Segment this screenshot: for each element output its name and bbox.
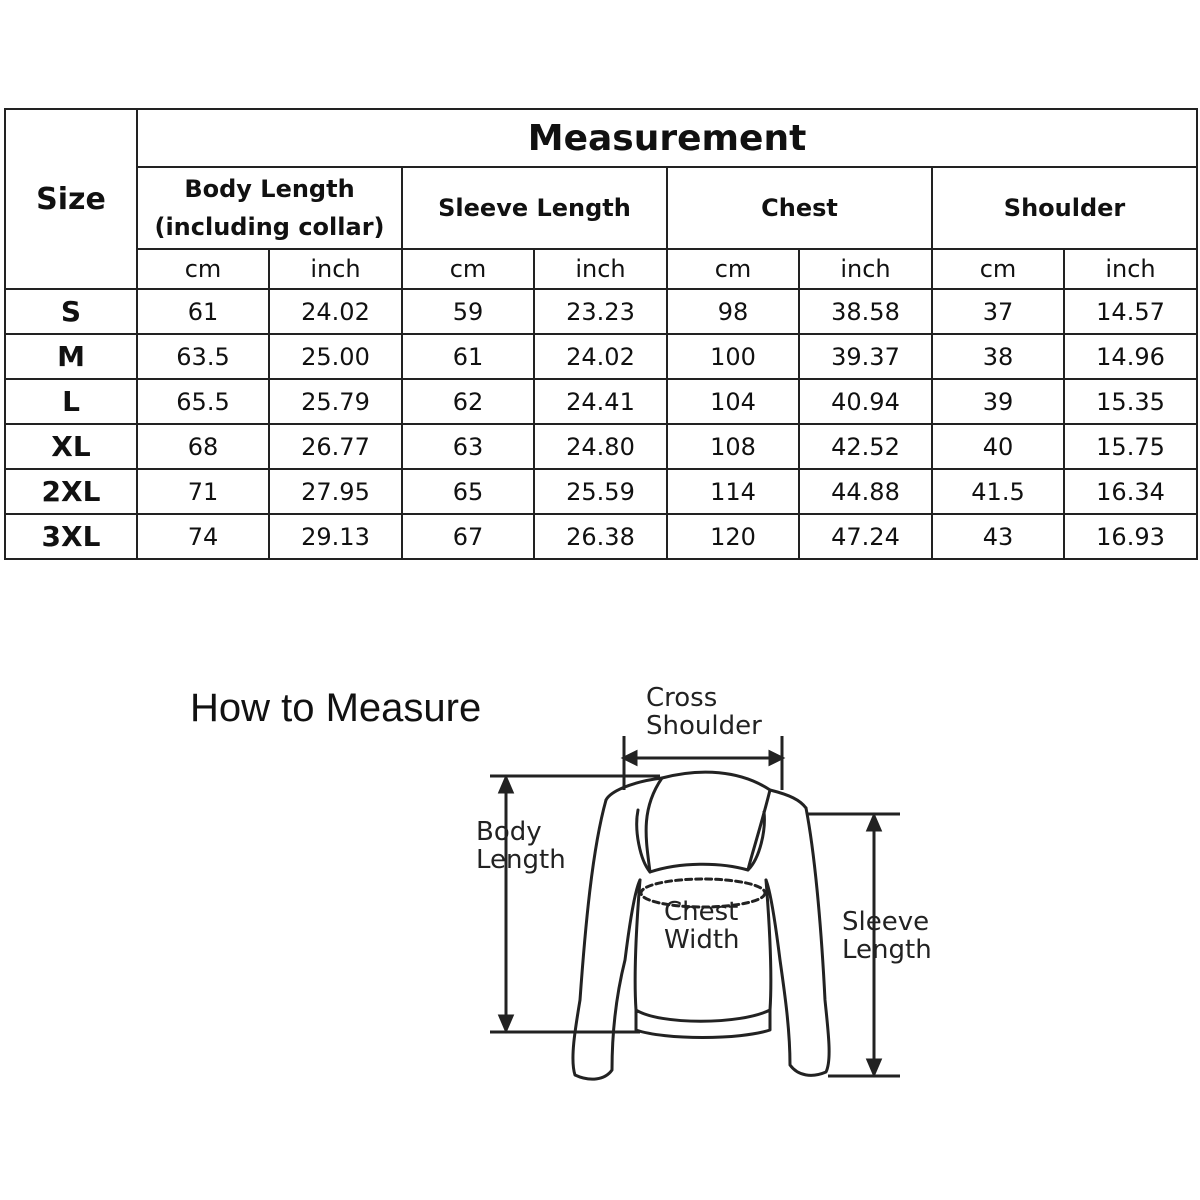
- value-cell: 15.35: [1064, 379, 1197, 424]
- cross-shoulder-label: Cross Shoulder: [646, 683, 762, 741]
- measurement-header: Measurement: [137, 109, 1197, 167]
- size-cell: S: [5, 289, 137, 334]
- value-cell: 65.5: [137, 379, 269, 424]
- value-cell: 27.95: [269, 469, 402, 514]
- value-cell: 120: [667, 514, 799, 559]
- size-cell: XL: [5, 424, 137, 469]
- value-cell: 65: [402, 469, 534, 514]
- unit-header: cm: [667, 249, 799, 289]
- body-length-header-line1: Body Length: [184, 175, 355, 203]
- body-length-header-line2: (including collar): [154, 213, 385, 241]
- chest-header: Chest: [667, 167, 932, 249]
- value-cell: 43: [932, 514, 1064, 559]
- value-cell: 40: [932, 424, 1064, 469]
- unit-header: inch: [534, 249, 667, 289]
- size-cell: 2XL: [5, 469, 137, 514]
- value-cell: 26.38: [534, 514, 667, 559]
- unit-header: cm: [402, 249, 534, 289]
- value-cell: 38: [932, 334, 1064, 379]
- value-cell: 23.23: [534, 289, 667, 334]
- value-cell: 63: [402, 424, 534, 469]
- chest-width-label: Chest Width: [664, 897, 740, 955]
- value-cell: 24.02: [534, 334, 667, 379]
- value-cell: 47.24: [799, 514, 932, 559]
- value-cell: 37: [932, 289, 1064, 334]
- value-cell: 63.5: [137, 334, 269, 379]
- value-cell: 59: [402, 289, 534, 334]
- sleeve-length-header: Sleeve Length: [402, 167, 667, 249]
- value-cell: 39.37: [799, 334, 932, 379]
- unit-header: inch: [269, 249, 402, 289]
- value-cell: 25.59: [534, 469, 667, 514]
- value-cell: 108: [667, 424, 799, 469]
- size-cell: L: [5, 379, 137, 424]
- value-cell: 26.77: [269, 424, 402, 469]
- value-cell: 74: [137, 514, 269, 559]
- how-to-measure-title: How to Measure: [190, 686, 482, 730]
- value-cell: 24.41: [534, 379, 667, 424]
- unit-header: cm: [932, 249, 1064, 289]
- value-cell: 98: [667, 289, 799, 334]
- size-cell: 3XL: [5, 514, 137, 559]
- value-cell: 24.80: [534, 424, 667, 469]
- value-cell: 15.75: [1064, 424, 1197, 469]
- size-cell: M: [5, 334, 137, 379]
- value-cell: 67: [402, 514, 534, 559]
- value-cell: 71: [137, 469, 269, 514]
- value-cell: 16.34: [1064, 469, 1197, 514]
- value-cell: 38.58: [799, 289, 932, 334]
- value-cell: 61: [137, 289, 269, 334]
- value-cell: 62: [402, 379, 534, 424]
- value-cell: 104: [667, 379, 799, 424]
- unit-header: cm: [137, 249, 269, 289]
- value-cell: 44.88: [799, 469, 932, 514]
- shoulder-header: Shoulder: [932, 167, 1197, 249]
- value-cell: 40.94: [799, 379, 932, 424]
- value-cell: 25.00: [269, 334, 402, 379]
- value-cell: 14.96: [1064, 334, 1197, 379]
- value-cell: 39: [932, 379, 1064, 424]
- value-cell: 68: [137, 424, 269, 469]
- value-cell: 100: [667, 334, 799, 379]
- unit-header: inch: [799, 249, 932, 289]
- value-cell: 16.93: [1064, 514, 1197, 559]
- value-cell: 29.13: [269, 514, 402, 559]
- body-length-label: Body Length: [476, 817, 566, 875]
- unit-header: inch: [1064, 249, 1197, 289]
- value-cell: 41.5: [932, 469, 1064, 514]
- value-cell: 25.79: [269, 379, 402, 424]
- value-cell: 42.52: [799, 424, 932, 469]
- sleeve-length-label: Sleeve Length: [842, 907, 932, 965]
- value-cell: 61: [402, 334, 534, 379]
- value-cell: 114: [667, 469, 799, 514]
- size-column-header: Size: [5, 109, 137, 289]
- value-cell: 24.02: [269, 289, 402, 334]
- value-cell: 14.57: [1064, 289, 1197, 334]
